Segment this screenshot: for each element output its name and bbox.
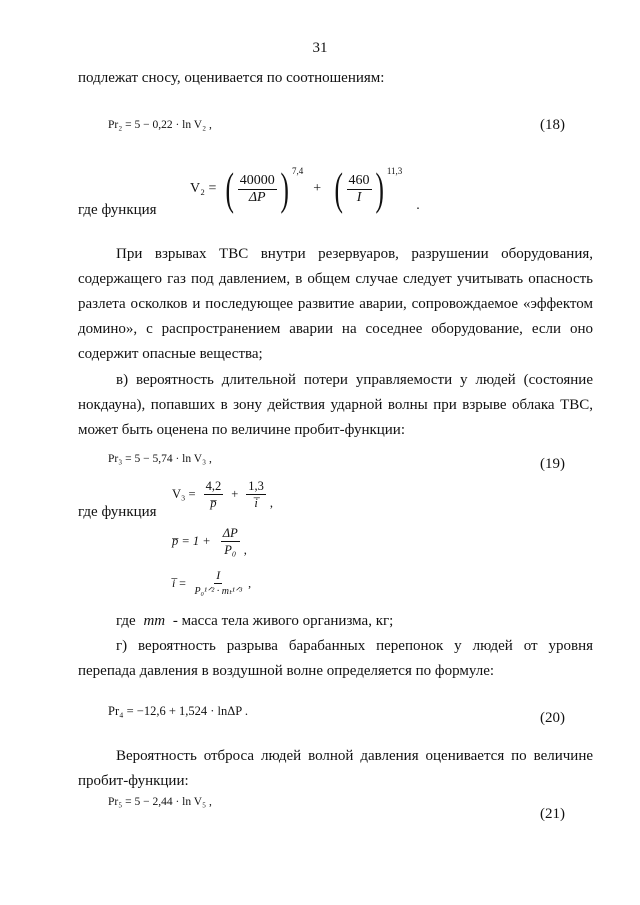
eq19-p-num: ΔP <box>222 526 238 540</box>
eq19-p-frac <box>221 525 240 558</box>
eq18-frac2-num: 460 <box>348 172 370 188</box>
para2 <box>78 368 593 443</box>
intro-line: подлежат сносу, оценивается по соотношениям: <box>78 70 385 86</box>
eq19-where: где функция <box>78 504 157 520</box>
eq21-formula: Pr₅ = 5 − 2,44 · ln V₅ , <box>108 796 212 808</box>
eq18-exp1: 7,4 <box>292 166 304 176</box>
eq18-frac2-den: I <box>356 189 362 205</box>
para3-line: перепада давления в воздушной волне определяется по формуле: <box>78 663 495 679</box>
eq18-frac2 <box>347 173 372 206</box>
eq19-p-den: P₀ <box>224 543 237 557</box>
eq19-v3-formula <box>172 478 273 511</box>
para4 <box>78 744 593 794</box>
para1-line: содержащего газ под давлением, в общем случае следует учитывать опасность <box>78 271 593 287</box>
eq18-frac1 <box>238 173 277 206</box>
eq19-frac1-num: 4,2 <box>205 479 222 493</box>
mass-line-prefix: где <box>116 613 136 629</box>
para3 <box>78 634 593 684</box>
eq21-number: (21) <box>540 806 565 822</box>
eq19-frac2-den: i̅ <box>254 496 258 510</box>
eq19-p-formula <box>172 525 247 558</box>
eq19-frac1-den: p̅ <box>210 496 217 510</box>
eq19-number: (19) <box>540 456 565 472</box>
right-paren: ) <box>280 163 289 214</box>
eq19-i-frac <box>192 567 244 600</box>
para1-line: При взрывах ТВС внутри резервуаров, разрушении оборудования, <box>116 246 593 262</box>
eq19-tail: , <box>269 496 273 510</box>
eq18-where: где функция <box>78 202 157 218</box>
eq18-lhs: V₂ = <box>190 181 217 196</box>
para2-line: в) вероятность длительной потери управляемости у людей (состояние <box>116 372 593 388</box>
eq19-frac2 <box>246 478 266 511</box>
eq19-lhs: V₃ = <box>172 487 196 501</box>
eq19-plus: + <box>231 487 239 501</box>
eq20-formula: Pr₄ = −12,6 + 1,524 · lnΔP . <box>108 704 249 718</box>
eq19-i-num: I <box>216 568 221 582</box>
para2-line: может быть оценена по величине пробит-функции: <box>78 422 406 438</box>
eq18-number: (18) <box>540 117 565 133</box>
eq19-i-formula <box>172 567 251 600</box>
para4-line: пробит-функции: <box>78 773 189 789</box>
eq19-p-lhs: p̅ = 1 + <box>172 534 211 548</box>
para1 <box>78 242 593 367</box>
para2-line: нокдауна), попавших в зону действия ударной волны при взрыве облака ТВС, <box>78 397 593 413</box>
eq18-plus: + <box>313 181 322 196</box>
eq20-number: (20) <box>540 710 565 726</box>
eq19-i-den: P₀¹ᐟ² · mₜ¹ᐟ³ <box>194 586 243 597</box>
eq19-frac1 <box>204 478 224 511</box>
eq19-p-tail: , <box>243 543 247 557</box>
left-paren: ( <box>334 163 344 214</box>
mass-line <box>116 609 393 634</box>
para1-line: домино», с распространением аварии на соседнее оборудование, если оно <box>78 321 593 337</box>
mass-symbol: mт <box>143 613 166 629</box>
para1-line: разлета осколков и последующее развитие аварии, сопровождаемое «эффектом <box>78 296 593 312</box>
eq19-i-tail: , <box>248 576 252 590</box>
eq18-v2-formula <box>190 164 420 214</box>
eq19-i-lhs: i̅ = <box>172 576 187 590</box>
eq18-frac1-num: 40000 <box>239 172 275 188</box>
mass-line-rest: - масса тела живого организма, кг; <box>172 613 394 629</box>
eq18-exp2: 11,3 <box>386 166 403 176</box>
eq18-tail: . <box>416 198 420 213</box>
para3-line: г) вероятность разрыва барабанных перепонок у людей от уровня <box>116 638 593 654</box>
eq18-frac1-den: ΔP <box>248 189 266 205</box>
para4-line: Вероятность отброса людей волной давления оценивается по величине <box>116 748 593 764</box>
para1-line: содержит опасные вещества; <box>78 346 263 362</box>
right-paren: ) <box>374 163 384 214</box>
page-number: 31 <box>312 40 328 56</box>
eq19-formula: Pr₃ = 5 − 5,74 · ln V₃ , <box>108 453 212 465</box>
eq18-formula: Pr₂ = 5 − 0,22 · ln V₂ , <box>108 119 212 131</box>
left-paren: ( <box>225 163 235 214</box>
eq19-frac2-num: 1,3 <box>248 479 264 493</box>
